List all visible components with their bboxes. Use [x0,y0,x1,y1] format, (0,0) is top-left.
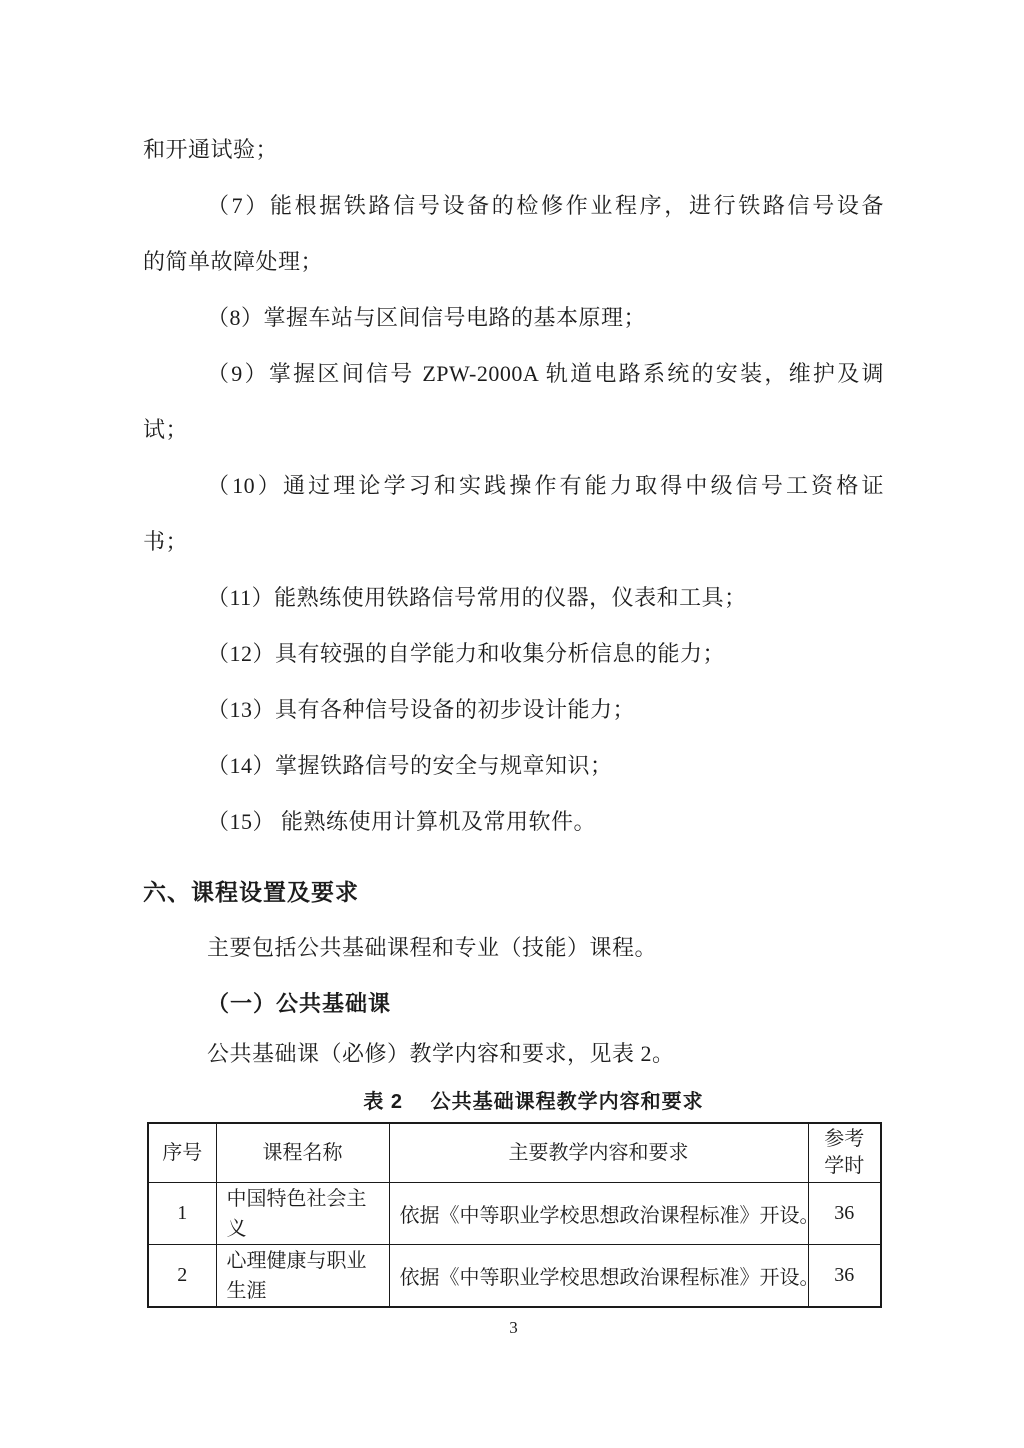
section-heading: 六、课程设置及要求 [143,879,359,905]
cell-course: 心理健康与职业生涯 [216,1245,389,1308]
body-line: （14）掌握铁路信号的安全与规章知识； [207,753,613,778]
cell-hours: 36 [808,1183,881,1245]
body-line: 试； [143,417,189,442]
cell-content: 依据《中等职业学校思想政治课程标准》开设。 [389,1245,808,1308]
body-line: （9）掌握区间信号 ZPW-2000A 轨道电路系统的安装，维护及调 [207,361,884,386]
cell-hours: 36 [808,1245,881,1308]
document-page [143,122,884,1340]
body-line: （15） 能熟练使用计算机及常用软件。 [207,809,597,834]
body-line: 和开通试验； [143,137,279,162]
body-line: 书； [143,529,189,554]
header-cell-index: 序号 [148,1123,216,1183]
body-line: 的简单故障处理； [143,249,324,274]
body-line: （11）能熟练使用铁路信号常用的仪器，仪表和工具； [207,585,747,610]
course-table [147,1122,882,1308]
cell-index: 1 [148,1183,216,1245]
subsection-heading: （一）公共基础课 [207,991,392,1016]
table-row [148,1245,881,1308]
body-line: （8）掌握车站与区间信号电路的基本原理； [207,305,647,330]
page-number: 3 [509,1318,518,1337]
cell-course: 中国特色社会主义 [216,1183,389,1245]
cell-index: 2 [148,1245,216,1308]
body-line: （12）具有较强的自学能力和收集分析信息的能力； [207,641,726,666]
header-cell-hours: 参考学时 [808,1123,881,1183]
body-line: （7）能根据铁路信号设备的检修作业程序，进行铁路信号设备 [207,193,884,218]
table-row [148,1183,881,1245]
cell-content: 依据《中等职业学校思想政治课程标准》开设。 [389,1183,808,1245]
body-line: （10）通过理论学习和实践操作有能力取得中级信号工资格证 [207,473,884,498]
header-cell-course: 课程名称 [216,1123,389,1183]
subsection-note: 公共基础课（必修）教学内容和要求，见表 2。 [207,1041,675,1066]
table-title: 表 2 公共基础课程教学内容和要求 [363,1091,704,1113]
table-header-row [148,1123,881,1183]
section-intro: 主要包括公共基础课程和专业（技能）课程。 [207,935,658,960]
body-line: （13）具有各种信号设备的初步设计能力； [207,697,636,722]
header-cell-content: 主要教学内容和要求 [389,1123,808,1183]
